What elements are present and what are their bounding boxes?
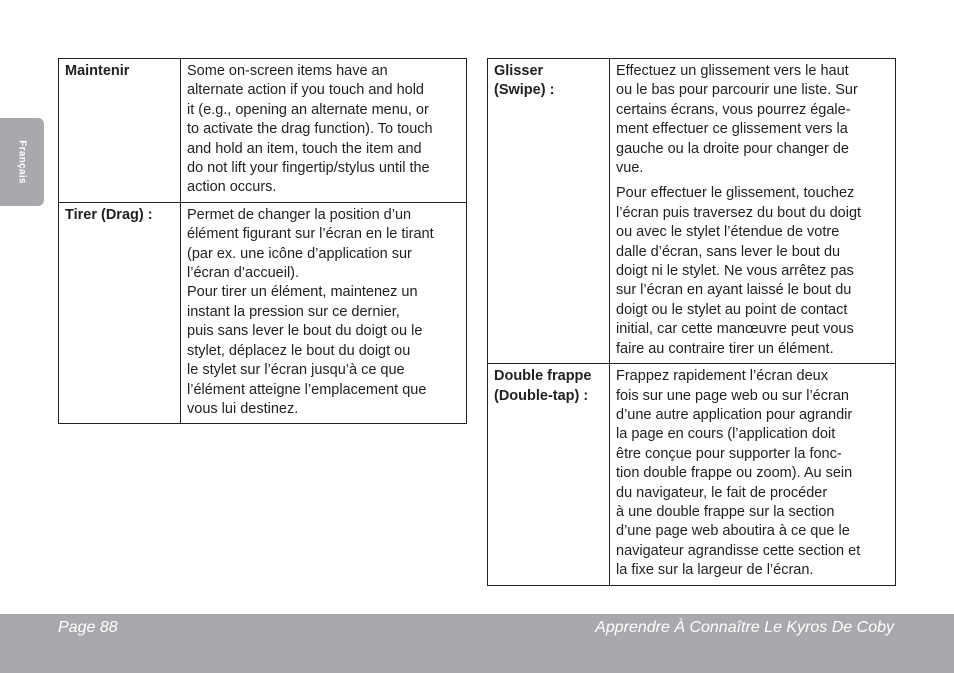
text-line: doigt ni le stylet. Ne vous arrêtez pas bbox=[616, 263, 854, 280]
text-line: la fixe sur la largeur de l’écran. bbox=[616, 562, 814, 579]
table-row bbox=[59, 202, 467, 423]
definition-cell bbox=[181, 59, 467, 203]
term-cell bbox=[59, 59, 181, 203]
text-line: Some on-screen items have an bbox=[187, 63, 388, 79]
text-line: puis sans lever le bout du doigt ou le bbox=[187, 323, 423, 340]
text-line: navigateur agrandisse cette section et bbox=[616, 542, 861, 559]
text-line: instant la pression sur ce dernier, bbox=[187, 303, 400, 320]
text-line: l’écran puis traversez du bout du doigt bbox=[616, 204, 862, 221]
table-row bbox=[488, 59, 896, 364]
definition-cell bbox=[610, 59, 896, 364]
table-row bbox=[488, 364, 896, 585]
page-footer bbox=[0, 614, 954, 673]
term-double-frappe: Double frappe bbox=[494, 368, 592, 385]
text-line: it (e.g., opening an alternate menu, or bbox=[187, 101, 429, 118]
page-number: Page 88 bbox=[58, 619, 118, 636]
term-cell bbox=[59, 202, 181, 423]
footer-title: Apprendre À Connaître Le Kyros De Coby bbox=[595, 619, 894, 636]
text-line: à une double frappe sur la section bbox=[616, 503, 835, 520]
text-line: doigt ou le stylet au point de contact bbox=[616, 301, 848, 318]
term-cell bbox=[488, 59, 610, 364]
table-row bbox=[59, 59, 467, 203]
text-line: Permet de changer la position d’un bbox=[187, 206, 412, 223]
definitions-table-left bbox=[58, 58, 467, 424]
text-line: sur l’écran en ayant laissé le bout du bbox=[616, 282, 852, 299]
paragraph bbox=[616, 62, 889, 178]
text-line: du navigateur, le fait de procéder bbox=[616, 484, 828, 501]
text-line: fois sur une page web ou sur l’écran bbox=[616, 387, 849, 404]
text-line: Effectuez un glissement vers le haut bbox=[616, 63, 849, 79]
term-tirer: Tirer (Drag) : bbox=[65, 206, 153, 223]
text-line: Pour effectuer le glissement, touchez bbox=[616, 185, 855, 202]
text-line: do not lift your fingertip/stylus until the bbox=[187, 160, 430, 177]
text-line: ou le bas pour parcourir une liste. Sur bbox=[616, 82, 858, 99]
term-glisser-en: (Swipe) : bbox=[494, 82, 555, 99]
text-line: tion double frappe ou zoom). Au sein bbox=[616, 465, 853, 482]
text-line: ment effectuer ce glissement vers la bbox=[616, 121, 848, 138]
text-line: stylet, déplacez le bout du doigt ou bbox=[187, 342, 411, 359]
text-line: to activate the drag function). To touch bbox=[187, 121, 433, 138]
text-line: Frappez rapidement l’écran deux bbox=[616, 368, 828, 385]
text-line: le stylet sur l’écran jusqu’à ce que bbox=[187, 362, 405, 379]
text-line: d’une autre application pour agrandir bbox=[616, 406, 853, 423]
text-line: la page en cours (l’application doit bbox=[616, 426, 836, 443]
term-double-frappe-en: (Double-tap) : bbox=[494, 387, 589, 404]
text-line: ou avec le stylet l’étendue de votre bbox=[616, 224, 840, 241]
text-line: action occurs. bbox=[187, 179, 277, 196]
definitions-table-right bbox=[487, 58, 896, 586]
text-line: alternate action if you touch and hold bbox=[187, 82, 424, 99]
paragraph bbox=[616, 184, 889, 359]
language-side-tab bbox=[0, 118, 44, 206]
text-line: l’élément atteigne l’emplacement que bbox=[187, 381, 427, 398]
text-line: vue. bbox=[616, 160, 644, 177]
text-line: dalle d’écran, sans lever le bout du bbox=[616, 243, 841, 260]
text-line: (par ex. une icône d’application sur bbox=[187, 245, 412, 262]
definition-cell bbox=[610, 364, 896, 585]
term-maintenir: Maintenir bbox=[65, 63, 130, 79]
text-line: faire au contraire tirer un élément. bbox=[616, 340, 834, 357]
text-line: initial, car cette manœuvre peut vous bbox=[616, 321, 854, 338]
text-line: certains écrans, vous pourrez égale- bbox=[616, 101, 851, 118]
definition-cell bbox=[181, 202, 467, 423]
text-line: gauche ou la droite pour changer de bbox=[616, 140, 849, 157]
text-line: and hold an item, touch the item and bbox=[187, 140, 422, 157]
text-line: l’écran d’accueil). bbox=[187, 265, 300, 282]
text-line: élément figurant sur l’écran en le tirant bbox=[187, 226, 434, 243]
term-glisser: Glisser bbox=[494, 63, 544, 79]
text-line: d’une page web aboutira à ce que le bbox=[616, 523, 850, 540]
language-label: Français bbox=[16, 140, 28, 184]
text-line: vous lui destinez. bbox=[187, 400, 299, 417]
text-line: Pour tirer un élément, maintenez un bbox=[187, 284, 418, 301]
text-line: être conçue pour supporter la fonc- bbox=[616, 445, 842, 462]
term-cell bbox=[488, 364, 610, 585]
